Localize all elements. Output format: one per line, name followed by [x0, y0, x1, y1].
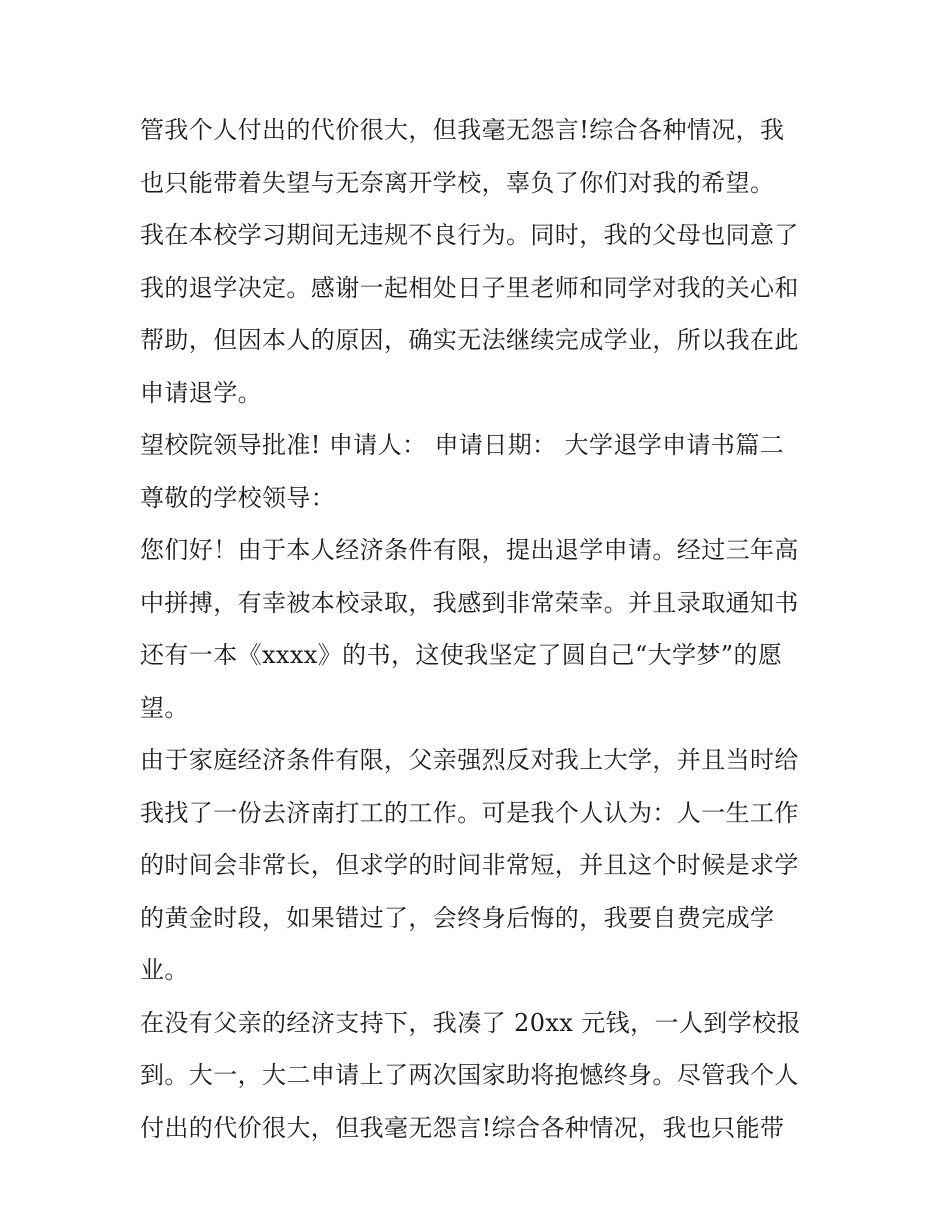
- text-line: 我的退学决定。感谢一起相处日子里老师和同学对我的关心和: [140, 273, 799, 302]
- text-line: 到。大一，大二申请上了两次国家助将抱憾终身。尽管我个人: [140, 1061, 799, 1089]
- text-line: 付出的代价很大，但我毫无怨言!综合各种情况，我也只能带: [140, 1113, 785, 1142]
- text-line: 尊敬的学校领导：: [140, 483, 336, 512]
- text-line: 由于家庭经济条件有限，父亲强烈反对我上大学，并且当时给: [140, 746, 799, 774]
- text-line: 望。: [140, 693, 189, 722]
- text-line: 望校院领导批准! 申请人： 申请日期： 大学退学申请书篇二: [140, 431, 785, 459]
- text-line: 帮助，但因本人的原因，确实无法继续完成学业，所以我在此: [140, 326, 799, 354]
- text-line: 我找了一份去济南打工的工作。可是我个人认为：人一生工作: [140, 798, 799, 827]
- document-body: [140, 104, 820, 1154]
- text-line: 申请退学。: [140, 378, 262, 407]
- text-line: 业。: [140, 956, 189, 984]
- text-line: 管我个人付出的代价很大，但我毫无怨言!综合各种情况，我: [140, 116, 785, 144]
- text-line: 我在本校学习期间无违规不良行为。同时，我的父母也同意了: [140, 221, 799, 249]
- text-line: 您们好！由于本人经济条件有限，提出退学申请。经过三年高: [140, 536, 799, 564]
- text-line: 的时间会非常长，但求学的时间非常短，并且这个时候是求学: [140, 851, 799, 879]
- text-line: 中拼搏，有幸被本校录取，我感到非常荣幸。并且录取通知书: [140, 588, 799, 617]
- text-line: 在没有父亲的经济支持下，我凑了 20xx 元钱，一人到学校报: [140, 1008, 801, 1037]
- text-line: 还有一本《xxxx》的书，这使我坚定了圆自己“大学梦”的愿: [140, 641, 783, 669]
- text-line: 的黄金时段，如果错过了，会终身后悔的，我要自费完成学: [140, 903, 775, 932]
- text-line: 也只能带着失望与无奈离开学校，辜负了你们对我的希望。: [140, 168, 775, 197]
